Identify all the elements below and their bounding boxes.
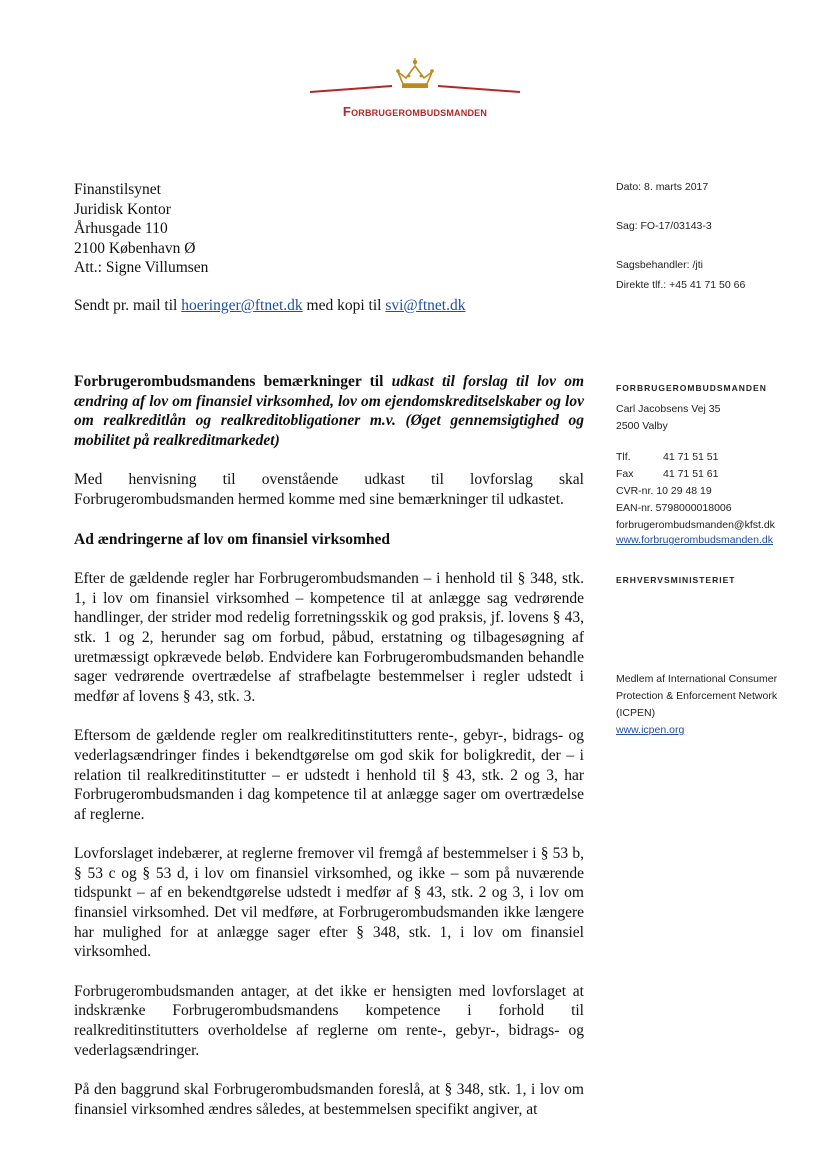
paragraph: Lovforslaget indebærer, at reglerne fremover vil fremgå af bestemmelser i § 53 b, § 53 c og § 53 d, i lov om finansiel virksomhed, og ikke – som på nuværende tidspunkt – af en bekendtgørelse udstedt i medfør af § 43, stk. 2 og 3, i lov om finansiel virksomhed. Det vil medføre, at Forbrugerombudsmanden ikke længere har mulighed for at anlægge sager efter § 348, stk. 1, i lov om finansiel virksomhed. [74, 845, 584, 961]
phone-label: Tlf. [616, 451, 631, 463]
icpen-block [616, 671, 816, 739]
icpen-web-link[interactable]: www.icpen.org [616, 724, 685, 736]
icpen-line: Protection & Enforcement Network [616, 690, 778, 702]
intro-paragraph: Med henvisning til ovenstående udkast til lovforslag skal Forbrugerombudsmanden hermed komme med sine bemærkninger til udkastet. [74, 471, 584, 508]
paragraph: Forbrugerombudsmanden antager, at det ikke er hensigten med lovforslaget at indskrænke Forbrugerombudsmandens kompetence i forhold til realkreditinstitutters overholdelse af reglerne om rente-, gebyr-, bidrags- og vederlagsændringer. [74, 982, 584, 1059]
address-line: Finanstilsynet [74, 181, 161, 198]
direct-phone-label: Direkte tlf.: +45 41 71 50 66 [616, 279, 746, 291]
phone-value: 41 71 51 51 [663, 451, 719, 463]
sidebar-email[interactable]: forbrugerombudsmanden@kfst.dk [616, 519, 775, 531]
sidebar-fax [616, 466, 816, 483]
address-line: Att.: Signe Villumsen [74, 259, 209, 277]
paragraph: Eftersom de gældende regler om realkreditinstitutters rente-, gebyr-, bidrags- og vederlagsændringer findes i bekendtgørelse om god skik for boligkredit, der – i relation til realkreditinstitutter – er udstedt i henhold til § 43, stk. 2 og 3, har Forbrugerombudsmanden i dag kompetence til at anlægge sager om overtrædelse af reglerne. [74, 727, 584, 823]
logo-text: Forbrugerombudsmanden [342, 104, 488, 119]
case-label: Sag: FO-17/03143-3 [616, 220, 712, 232]
date-label: Dato: 8. marts 2017 [616, 181, 709, 193]
sender-sidebar [616, 380, 816, 739]
letter-heading [74, 372, 584, 450]
address-line: Århusgade 110 [74, 220, 168, 238]
recipient-address [74, 180, 208, 278]
address-line: Juridisk Kontor [74, 200, 171, 218]
heading-italic: udkast til forslag til lov om ændring af lov om finansiel virksomhed, lov om ejendomskreditselskaber og lov om realkreditlån og realkreditobligationer m.v. (Øget gennemsigtighed og mobilitet på realkreditmarkedet) [74, 373, 584, 449]
email-link-svi[interactable]: svi@ftnet.dk [385, 297, 466, 314]
sent-middle: med kopi til [302, 297, 386, 314]
address-line: 2100 København Ø [74, 239, 196, 257]
sidebar-cvr: CVR-nr. 10 29 48 19 [616, 485, 712, 497]
sidebar-org: FORBRUGEROMBUDSMANDEN [616, 383, 767, 393]
logo [300, 52, 530, 122]
icpen-line: (ICPEN) [616, 707, 656, 719]
fax-value: 41 71 51 61 [663, 468, 719, 480]
handler-label: Sagsbehandler: /jti [616, 259, 703, 271]
sidebar-web-link[interactable]: www.forbrugerombudsmanden.dk [616, 534, 773, 546]
sidebar-ministry: ERHVERVSMINISTERIET [616, 575, 736, 585]
fax-label: Fax [616, 468, 634, 480]
heading-bold: Forbrugerombudsmandens bemærkninger til [74, 373, 392, 390]
sent-prefix: Sendt pr. mail til [74, 297, 182, 314]
sent-line [74, 297, 466, 315]
crown-icon [300, 52, 530, 102]
sidebar-ean: EAN-nr. 5798000018006 [616, 502, 732, 514]
paragraph: Efter de gældende regler har Forbrugerombudsmanden – i henhold til § 348, stk. 1, i lov om finansiel virksomhed – kompetence til at anlægge sag vedrørende handlinger, der strider mod redelig forretningsskik og god praksis, jf. lovens § 43, stk. 1 og 2, herunder sag om forbud, påbud, erstatning og tilbagesøgning af uretmæssigt opkrævede beløb. Endvidere kan Forbrugerombudsmanden behandle sager vedrørende overtrædelse af strafbelagte bestemmelser i regler udstedt i medfør af lovens § 43, stk. 3. [74, 570, 584, 705]
section-heading: Ad ændringerne af lov om finansiel virksomhed [74, 530, 391, 548]
email-link-hoeringer[interactable]: hoeringer@ftnet.dk [181, 297, 303, 314]
sidebar-city: 2500 Valby [616, 420, 668, 432]
paragraph: På den baggrund skal Forbrugerombudsmanden foreslå, at § 348, stk. 1, i lov om finansiel virksomhed ændres således, at bestemmelsen specifikt angiver, at [74, 1081, 584, 1118]
icpen-line: Medlem af International Consumer [616, 673, 778, 685]
letter-body [74, 372, 584, 1139]
sidebar-phone [616, 449, 816, 466]
sidebar-street: Carl Jacobsens Vej 35 [616, 403, 721, 415]
